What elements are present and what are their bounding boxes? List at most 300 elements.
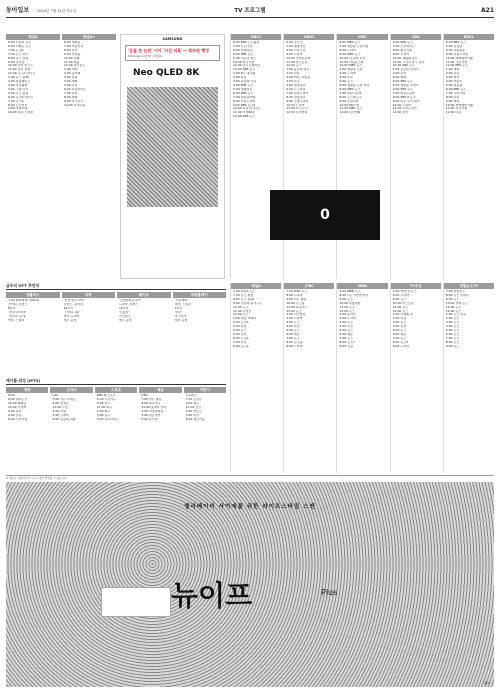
section-column: [117, 292, 171, 323]
schedule-item: 9:00 아는 형님: [286, 297, 307, 301]
schedule-item: 7:00 생방송 오늘아침: [339, 44, 369, 48]
schedule-item: '선재 업고 튀어': [63, 299, 85, 303]
schedule-item: 1:00 불후의 명곡: [286, 68, 310, 72]
schedule-column: [443, 34, 494, 279]
bottom-advertisement: [6, 482, 494, 687]
schedule-item: 11:00 뉴스: [445, 305, 462, 309]
schedule-item: 5:00 특선: [233, 332, 247, 336]
schedule-item: 2:00 암살: [8, 409, 22, 413]
schedule-item: 7:00 JTBC 뉴스: [286, 290, 308, 293]
schedule-item: 6:30 프로야구: [96, 398, 117, 402]
schedule-item: 8:00 생생정보: [286, 95, 306, 99]
schedule-item: 8:00 재방: [64, 95, 78, 99]
schedule-item: 8:00 일일드라마: [233, 99, 256, 103]
schedule-item: 10:00 특집다큐: [64, 103, 86, 107]
schedule-item: 11:00 뭉쳐야 찬다: [141, 405, 167, 409]
schedule-item: 4:00 밀정: [8, 413, 22, 417]
issue-date: 2024년 7월 11일 목요일: [37, 9, 77, 14]
section-title: TV 프로그램: [234, 7, 266, 14]
schedule-item: 8:00 특선: [64, 48, 78, 52]
schedule-item: 2:00 드라마: [339, 317, 356, 321]
schedule-item: 10:00 세계테마기행: [445, 103, 473, 107]
schedule-column: [283, 34, 334, 279]
schedule-item: 7:00 일일드라마: [339, 91, 362, 95]
schedule-item: 5:00 뉴스: [445, 329, 460, 333]
schedule-item: 2:00 핫플레이스: [8, 80, 31, 84]
column-header: 쿠팡플레이: [173, 292, 227, 298]
schedule-item: 6:00 MBC 뉴스: [339, 41, 361, 44]
schedule-item: 12:00 EBS 뉴스: [445, 64, 468, 68]
bottom-ad-plus: Plus: [321, 588, 338, 597]
schedule-item: 9:00 강적들: [8, 60, 25, 64]
schedule-item: 9:00 최강야구: [141, 401, 161, 405]
schedule-item: 12:00 MBC 뉴스: [339, 64, 363, 68]
schedule-item: 5:00 뉴스: [286, 329, 300, 333]
schedule-item: 3:00 영어: [445, 76, 460, 80]
schedule-item: 12:00 특선영화: [339, 111, 361, 115]
schedule-item: 5:00 생방송 오늘 저녁: [339, 83, 370, 87]
schedule-item: 8:00 아침극장: [286, 48, 306, 52]
schedule-item: 서스펜스: [119, 314, 131, 318]
schedule-item: 1:00 궁금한 이야기: [392, 68, 419, 72]
schedule-item: 10:00 아이 퍼스트: [8, 64, 34, 68]
schedule-item: '경성크리처2': [8, 310, 27, 314]
channel-header: TV조선: [391, 283, 441, 289]
section-column: [6, 387, 48, 422]
program-list: [284, 40, 334, 116]
schedule-item: 11:00 라디오스타: [339, 60, 364, 64]
schedule-item: 9:00 명의: [445, 99, 460, 103]
schedule-item: 5:00 하이라이트: [96, 417, 119, 421]
schedule-item: 5:00 슈가맨: [141, 417, 158, 421]
schedule-item: 9:00 강철부대: [8, 107, 28, 111]
schedule-item: 6:00 EBS 뉴스: [445, 41, 467, 44]
schedule-item: 7:00 TV조선 뉴스: [392, 290, 417, 293]
schedule-column: [283, 283, 334, 473]
schedule-item: 11:00 코난: [185, 405, 202, 409]
schedule-item: 4:00 어린이: [445, 80, 463, 84]
schedule-item: 2:00 특선: [392, 72, 407, 76]
bottom-ad-caption: 엘리베이터 사이에를 위한 라이프스타일 스캔: [184, 504, 316, 510]
schedule-item: 8:00 드라마: [286, 293, 303, 297]
schedule-item: 매주 공개: [119, 318, 132, 322]
schedule-item: 1:00 뽀로로: [185, 409, 203, 413]
section-column: [139, 387, 181, 422]
schedule-item: 7:00 아는 형님: [141, 398, 162, 402]
schedule-item: 9:00 뉴스: [445, 297, 460, 301]
schedule-item: 6:00 재방송: [64, 41, 81, 44]
schedule-item: 1:00 동치미: [339, 313, 356, 317]
promo-headline: '돈을 쓴 논란' 이어 '사진 의혹'··· 특파원 행정: [128, 47, 210, 53]
section-column: [173, 292, 227, 323]
schedule-item: 3:00 다큐: [64, 76, 78, 80]
schedule-item: KBS N 스포츠: [96, 394, 116, 398]
schedule-item: 10:00 여행: [64, 56, 80, 60]
schedule-item: 6:00 예능: [392, 332, 407, 336]
schedule-item: 6:00 KBS 뉴스광장: [233, 41, 260, 44]
schedule-item: 5:00 뉴스: [339, 329, 353, 333]
schedule-item: 3:00 다큐: [233, 325, 247, 329]
schedule-item: 8:00 다큐: [445, 95, 460, 99]
schedule-item: 7:00 일일드라마: [392, 91, 415, 95]
schedule-item: 12:00 심야영화: [286, 111, 308, 115]
item-list: [50, 393, 92, 422]
schedule-item: 8:00 뉴스데스크: [339, 95, 362, 99]
schedule-item: 4:00 뉴스: [233, 329, 247, 333]
footnote: ※ 방송사 사정에 따라 프로그램이 변경될 수 있습니다.: [6, 475, 494, 481]
schedule-item: 2:00 특집: [392, 317, 407, 321]
schedule-item: 10:00 PD수첩: [339, 103, 359, 107]
schedule-item: 6:00 뉴스A: [233, 336, 249, 340]
schedule-item: 7:00 뉴스: [339, 336, 353, 340]
schedule-item: 12:00 뉴스: [233, 313, 249, 317]
schedule-item: 7:00 인간극장: [233, 44, 253, 48]
program-list: [444, 40, 494, 116]
column-header: 웨이브: [117, 292, 171, 298]
schedule-item: 투니버스: [185, 394, 198, 398]
schedule-item: 10:00 다큐 인사이트: [233, 107, 261, 111]
column-header: 스포츠: [95, 387, 137, 393]
schedule-item: 10:00 나 혼자 산다: [339, 56, 366, 60]
schedule-item: 9:00 김진의 돌직구쇼: [233, 301, 262, 305]
schedule-item: 12부작: [119, 306, 129, 310]
schedule-item: 12:00 신세계: [8, 405, 27, 409]
program-list: [391, 40, 441, 116]
schedule-item: 16부작: [63, 306, 74, 310]
schedule-item: 5:00 뉴스: [392, 329, 407, 333]
schedule-item: 3:00 도깨비: [52, 413, 69, 417]
schedule-item: 10:00 드라마: [286, 103, 305, 107]
schedule-item: 1:00 6시 내고향: [233, 72, 256, 76]
schedule-item: 4:00 그날 다시: [8, 87, 29, 91]
schedule-item: 액션 드라마: [63, 314, 79, 318]
schedule-item: 3:00 특선: [339, 76, 353, 80]
schedule-item: 9:00 KBS 뉴스: [233, 52, 254, 56]
schedule-item: 2:00 다큐: [445, 72, 460, 76]
schedule-item: 5:00 헬로카봇: [185, 417, 205, 421]
iptv-schedule: [6, 378, 226, 473]
schedule-item: 9:00 골프: [96, 401, 111, 405]
ad-brand: SAMSUNG: [162, 37, 183, 41]
bottom-ad-footer: 광고: [484, 680, 490, 685]
schedule-item: JTBC: [141, 394, 149, 398]
schedule-item: 4:00 SBS 뉴스: [392, 80, 413, 84]
schedule-item: 6:00 서울톡 뉴스: [8, 41, 32, 44]
schedule-item: 6:00 뉴스타임: [286, 87, 306, 91]
schedule-item: 1:00 미생: [52, 409, 66, 413]
schedule-item: 2:00 드라마: [339, 72, 356, 76]
schedule-item: 4:00 특선: [339, 325, 353, 329]
schedule-item: 로맨스, 판타지: [63, 303, 83, 307]
program-list: [337, 289, 387, 350]
schedule-item: 11:00 강적들: [233, 309, 252, 313]
promo-banner: 0: [270, 190, 380, 240]
schedule-item: 7:00 부동산톡: [64, 44, 84, 48]
schedule-item: 12:00 뉴스: [392, 309, 409, 313]
tv-schedule-top: [230, 34, 494, 279]
ott-columns: [6, 292, 226, 323]
section-column: [62, 292, 116, 323]
schedule-item: 매주 공개: [63, 318, 77, 322]
schedule-item: 3:00 TV는 사랑을: [286, 76, 311, 80]
schedule-item: 1:00 뉴스 톱10: [8, 76, 30, 80]
item-list: [6, 298, 60, 323]
schedule-item: 12:00 뉴스A 라이브: [8, 72, 36, 76]
schedule-item: 10:00 미스트롯: [392, 301, 414, 305]
schedule-item: 12:00 SBS 뉴스: [392, 64, 415, 68]
schedule-column: [336, 34, 387, 279]
schedule-item: 7:30 뉴스 큐브: [8, 52, 29, 56]
schedule-item: OCN: [8, 394, 15, 398]
schedule-item: 11:00 배틀: [64, 60, 80, 64]
schedule-item: 미스터리: [174, 314, 187, 318]
schedule-item: 9:00 다시보기: [64, 99, 84, 103]
schedule-item: 4:00 뉴스: [339, 80, 353, 84]
schedule-item: 4:00 영화: [64, 80, 78, 84]
schedule-item: 10:00 베테랑: [8, 401, 27, 405]
schedule-item: 5:00 뉴스 올킬: [8, 91, 29, 95]
schedule-item: 8:00 교육방송: [445, 48, 466, 52]
item-list: [62, 298, 116, 323]
schedule-item: 5:00 딩동댕: [445, 83, 463, 87]
schedule-item: 1:00 배구: [96, 409, 111, 413]
left-items: [6, 40, 60, 116]
schedule-item: 2:00 다큐: [286, 72, 300, 76]
promo-subline: Channel A 밤 8시 채널A: [128, 54, 162, 59]
schedule-item: 10:30 한국기행: [233, 60, 255, 64]
schedule-item: 3:00 뉴스: [339, 321, 353, 325]
schedule-item: 11:00 MBC 뉴스: [339, 107, 363, 111]
schedule-item: 4:00 KBS 뉴스: [233, 83, 254, 87]
schedule-item: 7:00 특집: [233, 340, 247, 344]
program-list: [231, 40, 281, 120]
schedule-item: 11:00 더 시즌즈: [286, 107, 309, 111]
schedule-item: 7:00 일일드라마: [286, 91, 309, 95]
channel-header: 연합뉴스TV: [444, 283, 494, 289]
schedule-item: 12:00 탐사보도: [64, 64, 86, 68]
schedule-item: 8:00 뉴스: [445, 340, 460, 344]
section-column: [6, 292, 60, 323]
schedule-item: 8:00 드라마: [392, 293, 409, 297]
schedule-item: 6:00 굿모닝: [286, 41, 303, 44]
schedule-item: 7:00 딩동댕: [445, 44, 463, 48]
schedule-item: 11:00 뉴스: [339, 305, 355, 309]
schedule-column: [443, 283, 494, 473]
iptv-title: 케이블·위성 (IPTV): [6, 378, 226, 385]
schedule-item: 8:00 뉴스 투데이: [445, 293, 469, 297]
schedule-item: 9:40 이웃집 찰스: [233, 56, 257, 60]
schedule-item: 2:00 음악회: [64, 72, 81, 76]
schedule-item: 11:00 그것이 알고 싶다: [392, 60, 425, 64]
column-header: 영화: [6, 387, 48, 393]
schedule-item: 2:00 다큐: [233, 76, 247, 80]
schedule-item: 8:00 드라마: [339, 48, 356, 52]
section-column: [50, 387, 92, 422]
schedule-item: 5:00 생생정보: [233, 87, 253, 91]
schedule-item: '안나': [174, 310, 182, 314]
schedule-item: 11:00 무빙: [52, 405, 68, 409]
schedule-item: 6:00 SBS 뉴스: [392, 87, 413, 91]
schedule-item: 9:00 다큐프라임: [445, 52, 468, 56]
schedule-item: 3:00 뉴스: [445, 321, 460, 325]
schedule-item: 11:00 추적60분: [233, 111, 256, 115]
page-number: A21: [481, 7, 494, 15]
item-list: [139, 393, 181, 422]
schedule-item: 9:00 MBC 뉴스: [339, 52, 361, 56]
schedule-item: 9:00 빈센조: [52, 401, 69, 405]
program-list: [444, 289, 494, 350]
schedule-item: 11:00 뉴스: [392, 305, 409, 309]
schedule-column: [230, 283, 281, 473]
schedule-item: 2:00 뉴스A: [233, 321, 249, 325]
channel-header: EBS1: [444, 34, 494, 40]
right-column: [62, 34, 116, 116]
schedule-item: 9:00 KBS 뉴스9: [233, 103, 256, 107]
schedule-item: 7:00 작은 아씨들: [52, 398, 76, 402]
schedule-item: 3:00 농구: [96, 413, 111, 417]
schedule-item: 3:00 사랑의 가족: [233, 80, 257, 84]
schedule-item: 3:00 타요: [185, 413, 200, 417]
masthead: [6, 6, 494, 18]
schedule-item: 10:00 뉴스룸: [286, 301, 305, 305]
schedule-item: 6:00 극한직업: [8, 417, 28, 421]
schedule-item: 7:00 뉴스: [286, 336, 300, 340]
schedule-item: 5:00 특집: [64, 83, 78, 87]
item-list: [117, 298, 171, 323]
schedule-item: 7:00 뉴스: [392, 336, 407, 340]
tv-schedule-bottom: [230, 283, 494, 473]
schedule-item: '정년이' 공개: [8, 314, 26, 318]
schedule-item: 1:00 명의: [445, 68, 460, 72]
schedule-item: 8:00 뉴스9: [392, 340, 409, 344]
schedule-item: 1:00 사건반장: [286, 313, 306, 317]
schedule-item: 9:00 주말드라마: [286, 99, 309, 103]
column-header: 어린이: [184, 387, 226, 393]
schedule-item: 9:00 아이돌: [64, 52, 81, 56]
ott-title: 금주의 OTT 추천작: [6, 283, 226, 290]
schedule-item: 4:00 특집: [286, 80, 300, 84]
schedule-item: 3:00 뉴스: [286, 321, 300, 325]
schedule-item: 3:00 작전회의: [8, 83, 28, 87]
schedule-item: 6:00 뉴스A 라이브: [8, 95, 34, 99]
schedule-item: 9:00 특집: [339, 344, 353, 348]
column-header: 넷플릭스: [6, 292, 60, 298]
top-advertisement: [120, 34, 225, 279]
schedule-item: 9:00 드라마: [392, 344, 409, 348]
schedule-item: 12:00 특선: [392, 111, 409, 115]
schedule-item: 6:00 뉴스: [445, 332, 460, 336]
schedule-item: 7:00 극한직업: [445, 91, 466, 95]
schedule-item: 7:00 MBN 뉴스: [339, 290, 361, 293]
column-header: 드라마: [50, 387, 92, 393]
schedule-item: 11:00 편스토랑: [286, 60, 308, 64]
schedule-item: 6부작: [174, 306, 183, 310]
channel-header: JTBC: [284, 283, 334, 289]
schedule-item: 7:00 열린음악회: [233, 95, 256, 99]
schedule-item: 4:00 특선: [392, 325, 407, 329]
schedule-item: 9:00 드라마: [286, 52, 303, 56]
schedule-item: 액션, 스릴러: [8, 318, 25, 322]
schedule-item: 8:00 범죄도시: [8, 398, 28, 402]
schedule-item: 8:00 뉴스7: [339, 340, 355, 344]
schedule-item: 6:00 예능: [286, 332, 300, 336]
schedule-item: 6:00 SBS 뉴스: [392, 41, 413, 44]
item-list: [173, 298, 227, 323]
schedule-item: 8:00 뉴스룸: [286, 340, 303, 344]
schedule-item: 7:00 포켓몬: [185, 398, 203, 402]
schedule-item: 7:00 채널A 뉴스: [233, 290, 256, 293]
schedule-item: 11:00 쇼킹 선행: [8, 68, 31, 72]
schedule-item: 8:00 아침마당: [233, 48, 253, 52]
schedule-item: 9:00 짱구: [185, 401, 200, 405]
program-list: [337, 40, 387, 116]
schedule-item: 11:00 한국기행: [445, 107, 468, 111]
schedule-item: 3:00 뉴스: [392, 321, 407, 325]
schedule-item: 10:00 연예가중계: [286, 56, 311, 60]
right-header: 채널A+: [62, 34, 116, 40]
channel-header: KBS1: [231, 34, 281, 40]
schedule-item: 10:00 다큐 스페셜: [8, 111, 34, 115]
schedule-item: 10:00 생활의 달인: [392, 56, 418, 60]
schedule-item: 5:00 눈물의 여왕: [52, 417, 76, 421]
channel-header: MBN: [337, 283, 387, 289]
schedule-item: 11:00 전국노래자랑: [233, 64, 260, 68]
schedule-item: 7:30 뉴스 현장: [233, 293, 254, 297]
schedule-item: 9:00 뉴스: [392, 297, 407, 301]
schedule-item: '모텔캘리포니아': [119, 299, 141, 303]
schedule-item: 12:00 뉴스: [445, 309, 462, 313]
schedule-item: 7:00 연합뉴스: [445, 290, 466, 293]
schedule-item: 12:00 다큐: [445, 111, 462, 115]
item-list: [6, 393, 48, 422]
schedule-column: [336, 283, 387, 473]
schedule-item: 9:00 드라마: [392, 52, 409, 56]
schedule-item: 드라마, 로맨스: [119, 303, 139, 307]
program-list: [231, 289, 281, 350]
schedule-item: 8:00 나는 자연인이다: [339, 293, 369, 297]
schedule-item: 11:00 극한직업: [445, 60, 468, 64]
schedule-item: 12:00 뉴스: [286, 64, 302, 68]
schedule-item: 1:00 생방송 오늘: [339, 68, 363, 72]
schedule-item: 6:00 이제는 뉴스: [8, 44, 32, 48]
paper-name: 동아일보: [6, 7, 30, 15]
left-column: [6, 34, 60, 116]
schedule-item: 9:00 뉴스: [445, 344, 460, 348]
schedule-item: 5:00 생생정보: [286, 83, 306, 87]
schedule-item: 코미디, 로맨스: [8, 303, 28, 307]
schedule-item: 9:00 특선다큐: [339, 99, 359, 103]
schedule-column: [230, 34, 281, 279]
schedule-item: 7:00 뉴스: [445, 336, 460, 340]
right-items: [62, 40, 116, 108]
iptv-columns: [6, 387, 226, 422]
schedule-item: 액션, 스릴러: [174, 303, 191, 307]
schedule-item: 7:00 모닝와이드: [392, 44, 415, 48]
schedule-item: 7:00 특선: [64, 91, 78, 95]
schedule-item: 2:00 드라마: [286, 317, 303, 321]
bottom-ad-product: 뉴이프: [171, 579, 253, 612]
column-header: 티빙: [62, 292, 116, 298]
channel-header: MBC: [337, 34, 387, 40]
schedule-item: 4:00 뉴스: [445, 325, 460, 329]
schedule-item: 7:00 생생정보: [286, 44, 306, 48]
schedule-item: 11:00 나이트라인: [392, 107, 417, 111]
section-column: [95, 387, 137, 422]
schedule-item: 10:00 드라마: [392, 103, 411, 107]
ad-product-name: Neo QLED 8K: [133, 68, 200, 79]
channel-header: 채널A: [231, 283, 281, 289]
program-list: [391, 289, 441, 350]
